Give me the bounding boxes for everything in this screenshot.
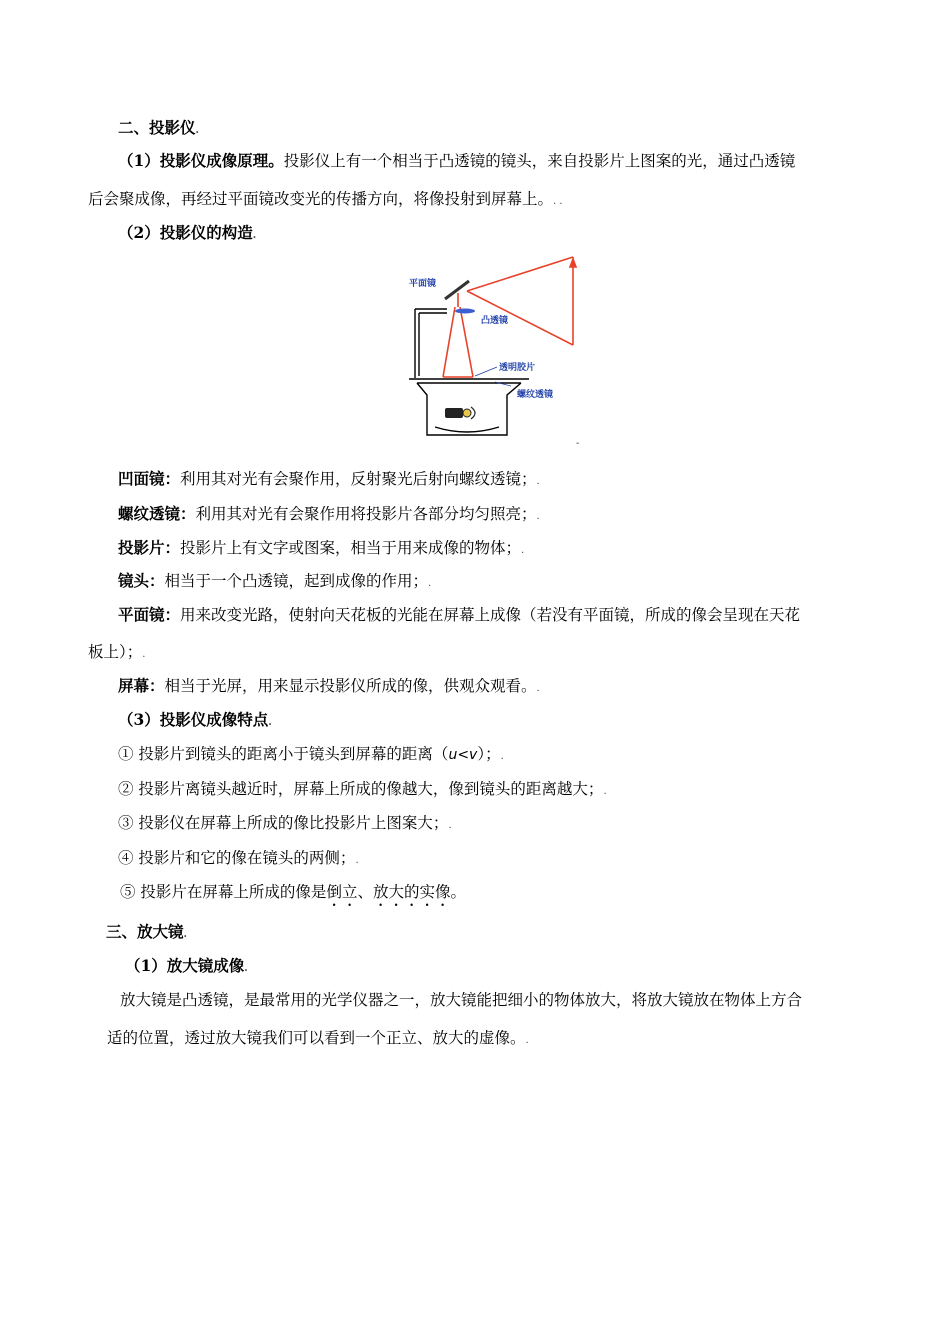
- part-fresnel-lens: 螺纹透镜：利用其对光有会聚作用将投影片各部分均匀照亮；.: [118, 504, 540, 523]
- plane-mirror: [445, 281, 469, 299]
- lamp: [445, 407, 475, 419]
- magnifier-subheading: （1）放大镜成像.: [125, 956, 248, 975]
- principle-line-2: 后会聚成像，再经过平面镜改变光的传播方向，将像投射到屏幕上。. .: [88, 190, 563, 208]
- structure-heading: （2）投影仪的构造.: [118, 223, 257, 242]
- feature-1: ① 投影片到镜头的距离小于镜头到屏幕的距离（u<v）；.: [118, 745, 504, 763]
- feature-5: ⑤ 投影片在屏幕上所成的像是倒立、放大的实像。: [120, 883, 466, 901]
- label-plane-mirror: 平面镜: [409, 279, 437, 289]
- label-convex-lens: 凸透镜: [481, 316, 509, 326]
- feature-2: ② 投影片离镜头越近时，屏幕上所成的像越大，像到镜头的距离越大；.: [118, 780, 607, 798]
- principle-label: （1）投影仪成像原理。: [118, 151, 284, 170]
- convex-lens: [455, 309, 475, 314]
- features-heading: （3）投影仪成像特点.: [118, 710, 272, 729]
- part-plane-mirror-line-2: 板上）；.: [88, 643, 146, 661]
- label-fresnel-lens: 螺纹透镜: [517, 390, 554, 400]
- feature-3: ③ 投影仪在屏幕上所成的像比投影片上图案大；.: [118, 814, 452, 832]
- section-heading-magnifier: 三、放大镜.: [106, 922, 187, 941]
- projector-arm: [415, 309, 447, 378]
- feature-4: ④ 投影片和它的像在镜头的两侧；.: [118, 849, 359, 867]
- projector-diagram: [405, 255, 585, 445]
- part-screen: 屏幕：相当于光屏，用来显示投影仪所成的像，供观众观看。.: [118, 676, 540, 695]
- part-plane-mirror-line-1: 平面镜：用来改变光路，使射向天花板的光能在屏幕上成像（若没有平面镜，所成的像会呈现在天花: [118, 605, 801, 624]
- section-heading-projector: 二、投影仪.: [118, 118, 199, 137]
- part-concave-mirror: 凹面镜：利用其对光有会聚作用，反射聚光后射向螺纹透镜；.: [118, 469, 540, 488]
- magnifier-line-2: 适的位置，透过放大镜我们可以看到一个正立、放大的虚像。.: [107, 1029, 529, 1047]
- figure-mark: -: [576, 438, 580, 449]
- part-slide: 投影片：投影片上有文字或图案，相当于用来成像的物体；.: [118, 538, 525, 557]
- emphasized-text: 倒立、放大的实像: [326, 883, 451, 901]
- magnifier-line-1: 放大镜是凸透镜，是最常用的光学仪器之一，放大镜能把细小的物体放大，将放大镜放在物体上方合: [120, 991, 803, 1009]
- part-lens: 镜头：相当于一个凸透镜，起到成像的作用；.: [118, 571, 432, 590]
- projector-base: [409, 379, 529, 435]
- light-rays: [443, 257, 576, 377]
- label-slide: 透明胶片: [499, 363, 536, 373]
- principle-line-1: （1）投影仪成像原理。投影仪上有一个相当于凸透镜的镜头，来自投影片上图案的光，通过凸透镜: [118, 151, 796, 170]
